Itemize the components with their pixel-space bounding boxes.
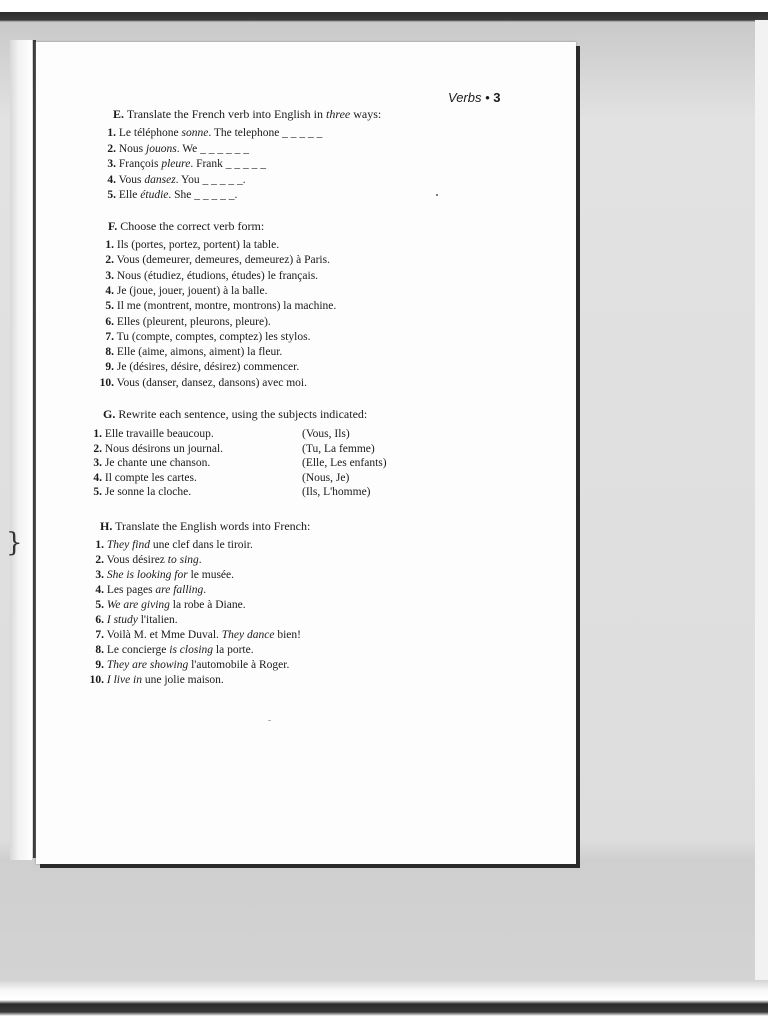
item-emphasis: dansez — [144, 173, 176, 186]
list-item — [84, 568, 234, 582]
item-text: Elle travaille beaucoup. — [104, 428, 214, 440]
item-number: 7. — [95, 629, 104, 641]
item-number: 2. — [105, 254, 114, 267]
item-text: Je (désires, désire, désirez) commencer. — [116, 361, 300, 374]
item-text: le musée. — [187, 569, 235, 581]
instruction-text: ways: — [350, 107, 382, 121]
section-letter: F. — [108, 219, 118, 233]
item-emphasis: étudie — [140, 189, 169, 201]
list-item — [96, 284, 267, 298]
instruction-text: Choose the correct verb form: — [120, 219, 265, 233]
section-h-heading — [100, 519, 310, 534]
list-item — [90, 456, 210, 470]
list-item — [84, 643, 254, 657]
item-text: Je sonne la cloche. — [104, 486, 192, 499]
item-text: Nous désirons un journal. — [104, 442, 224, 455]
item-text: Vous désirez — [106, 554, 168, 566]
item-emphasis: sonne — [181, 127, 209, 139]
item-text: . — [198, 554, 202, 566]
instruction-text: Rewrite each sentence, using the subjects indicated: — [118, 407, 368, 421]
item-number: 5. — [105, 300, 114, 313]
item-text: Le téléphone — [118, 127, 182, 139]
item-text: Je (joue, jouer, jouent) à la balle. — [116, 284, 268, 297]
subjects-indicated: (Nous, Je) — [302, 471, 350, 484]
item-number: 4. — [105, 284, 114, 297]
item-number: 1. — [107, 127, 116, 139]
list-item — [100, 126, 322, 140]
list-item — [96, 315, 271, 329]
instruction-text: Translate the English words into French: — [115, 519, 311, 533]
list-item — [84, 583, 206, 597]
instruction-emphasis: three — [326, 107, 351, 121]
item-emphasis: I live in — [106, 674, 142, 686]
list-item — [96, 299, 336, 313]
list-item — [84, 613, 178, 627]
item-number: 3. — [107, 158, 116, 170]
item-emphasis: They dance — [221, 629, 275, 641]
subjects-indicated: (Elle, Les enfants) — [302, 457, 387, 470]
list-item — [96, 330, 310, 344]
item-number: 3. — [95, 569, 104, 581]
item-text: . Frank _ _ _ _ _ — [190, 158, 267, 170]
section-letter: E. — [113, 107, 125, 121]
subjects-indicated: (Ils, L'homme) — [302, 486, 371, 499]
item-text: une clef dans le tiroir. — [150, 539, 253, 551]
item-number: 10. — [89, 674, 104, 686]
item-number: 6. — [105, 315, 114, 328]
section-letter: G. — [103, 407, 116, 421]
item-text: Je chante une chanson. — [104, 457, 211, 470]
item-text: Le concierge — [106, 644, 170, 656]
item-number: 9. — [105, 361, 114, 374]
item-text: . The telephone _ _ _ _ _ — [208, 127, 323, 139]
section-f-heading — [108, 219, 264, 234]
item-text: Elle — [118, 189, 141, 201]
item-number: 1. — [95, 539, 104, 551]
section-e-heading — [113, 107, 381, 122]
item-text: . You _ _ _ _ _. — [175, 173, 246, 186]
item-number: 10. — [99, 376, 114, 389]
list-item — [100, 157, 266, 171]
item-text: l'italien. — [137, 614, 178, 626]
item-number: 6. — [95, 614, 104, 626]
item-emphasis: jouons — [146, 142, 177, 155]
list-item — [100, 173, 246, 187]
page-number: 3 — [493, 90, 501, 105]
scan-speck — [268, 720, 271, 721]
list-item — [84, 628, 301, 642]
list-item — [84, 538, 253, 552]
item-text: . — [203, 584, 207, 596]
instruction-text: Translate the French verb into English in — [126, 107, 327, 121]
list-item — [84, 658, 289, 672]
item-text: l'automobile à Roger. — [188, 659, 290, 671]
item-text: Voilà M. et Mme Duval. — [106, 629, 222, 641]
list-item — [96, 238, 279, 252]
item-text: Nous — [118, 142, 147, 155]
item-text: . She _ _ _ _ _. — [168, 189, 238, 201]
item-number: 9. — [95, 659, 104, 671]
subjects-indicated: (Tu, La femme) — [302, 442, 375, 455]
scan-margin — [755, 20, 768, 980]
item-number: 2. — [95, 554, 104, 566]
item-number: 8. — [105, 346, 114, 359]
item-number: 7. — [105, 330, 114, 343]
item-text: la porte. — [213, 644, 254, 656]
item-text: Vous (danser, dansez, dansons) avec moi. — [116, 376, 307, 389]
list-item — [96, 253, 330, 267]
item-text: François — [118, 158, 162, 170]
list-item — [96, 360, 299, 374]
scan-speck — [436, 194, 438, 196]
item-emphasis: to sing — [167, 554, 199, 566]
item-emphasis: They are showing — [106, 659, 189, 671]
item-number: 3. — [93, 457, 102, 470]
item-number: 4. — [107, 173, 116, 186]
running-head-title: Verbs — [448, 90, 482, 105]
item-emphasis: is closing — [169, 644, 214, 656]
item-emphasis: I study — [106, 614, 138, 626]
item-number: 5. — [95, 599, 104, 611]
item-text: Il me (montrent, montre, montrons) la machine. — [116, 300, 337, 313]
list-item — [90, 442, 223, 456]
item-text: bien! — [274, 629, 301, 641]
item-emphasis: are falling — [155, 584, 204, 596]
list-item — [90, 485, 191, 499]
list-item — [96, 345, 282, 359]
item-number: 8. — [95, 644, 104, 656]
list-item — [100, 188, 237, 202]
section-letter: H. — [100, 519, 113, 533]
item-number: 4. — [95, 584, 104, 596]
item-text: Nous (étudiez, étudions, études) le français. — [116, 269, 319, 282]
subjects-indicated: (Vous, Ils) — [302, 428, 350, 440]
item-emphasis: pleure — [161, 158, 191, 170]
list-item — [84, 553, 202, 567]
item-number: 5. — [107, 189, 116, 201]
item-text: Vous — [118, 173, 145, 186]
item-number: 2. — [93, 442, 102, 455]
item-text: Tu (compte, comptes, comptez) les stylos. — [116, 330, 311, 343]
running-head — [448, 90, 501, 105]
section-g-heading — [103, 407, 367, 422]
item-number: 1. — [93, 428, 102, 440]
item-number: 5. — [93, 486, 102, 499]
book-spine — [10, 40, 32, 860]
item-number: 1. — [105, 239, 114, 251]
list-item — [90, 427, 214, 441]
item-text: . We _ _ _ _ _ _ — [176, 142, 250, 155]
margin-mark: } — [6, 528, 23, 558]
list-item — [84, 598, 246, 612]
item-number: 4. — [93, 471, 102, 484]
item-text: Les pages — [106, 584, 156, 596]
item-text: Ils (portes, portez, portent) la table. — [116, 239, 280, 251]
item-text: une jolie maison. — [142, 674, 224, 686]
item-number: 3. — [105, 269, 114, 282]
list-item — [100, 142, 249, 156]
item-emphasis: They find — [106, 539, 150, 551]
list-item — [96, 376, 307, 390]
list-item — [96, 269, 318, 283]
item-number: 2. — [107, 142, 116, 155]
item-text: Il compte les cartes. — [104, 471, 197, 484]
item-text: Elle (aime, aimons, aiment) la fleur. — [116, 346, 283, 359]
item-text: Elles (pleurent, pleurons, pleure). — [116, 315, 271, 328]
running-head-bullet: • — [485, 90, 490, 105]
item-emphasis: We are giving — [106, 599, 170, 611]
item-text: la robe à Diane. — [169, 599, 246, 611]
list-item — [84, 673, 224, 687]
item-text: Vous (demeurer, demeures, demeurez) à Paris. — [116, 254, 330, 267]
item-emphasis: She is looking for — [106, 569, 188, 581]
list-item — [90, 471, 197, 485]
